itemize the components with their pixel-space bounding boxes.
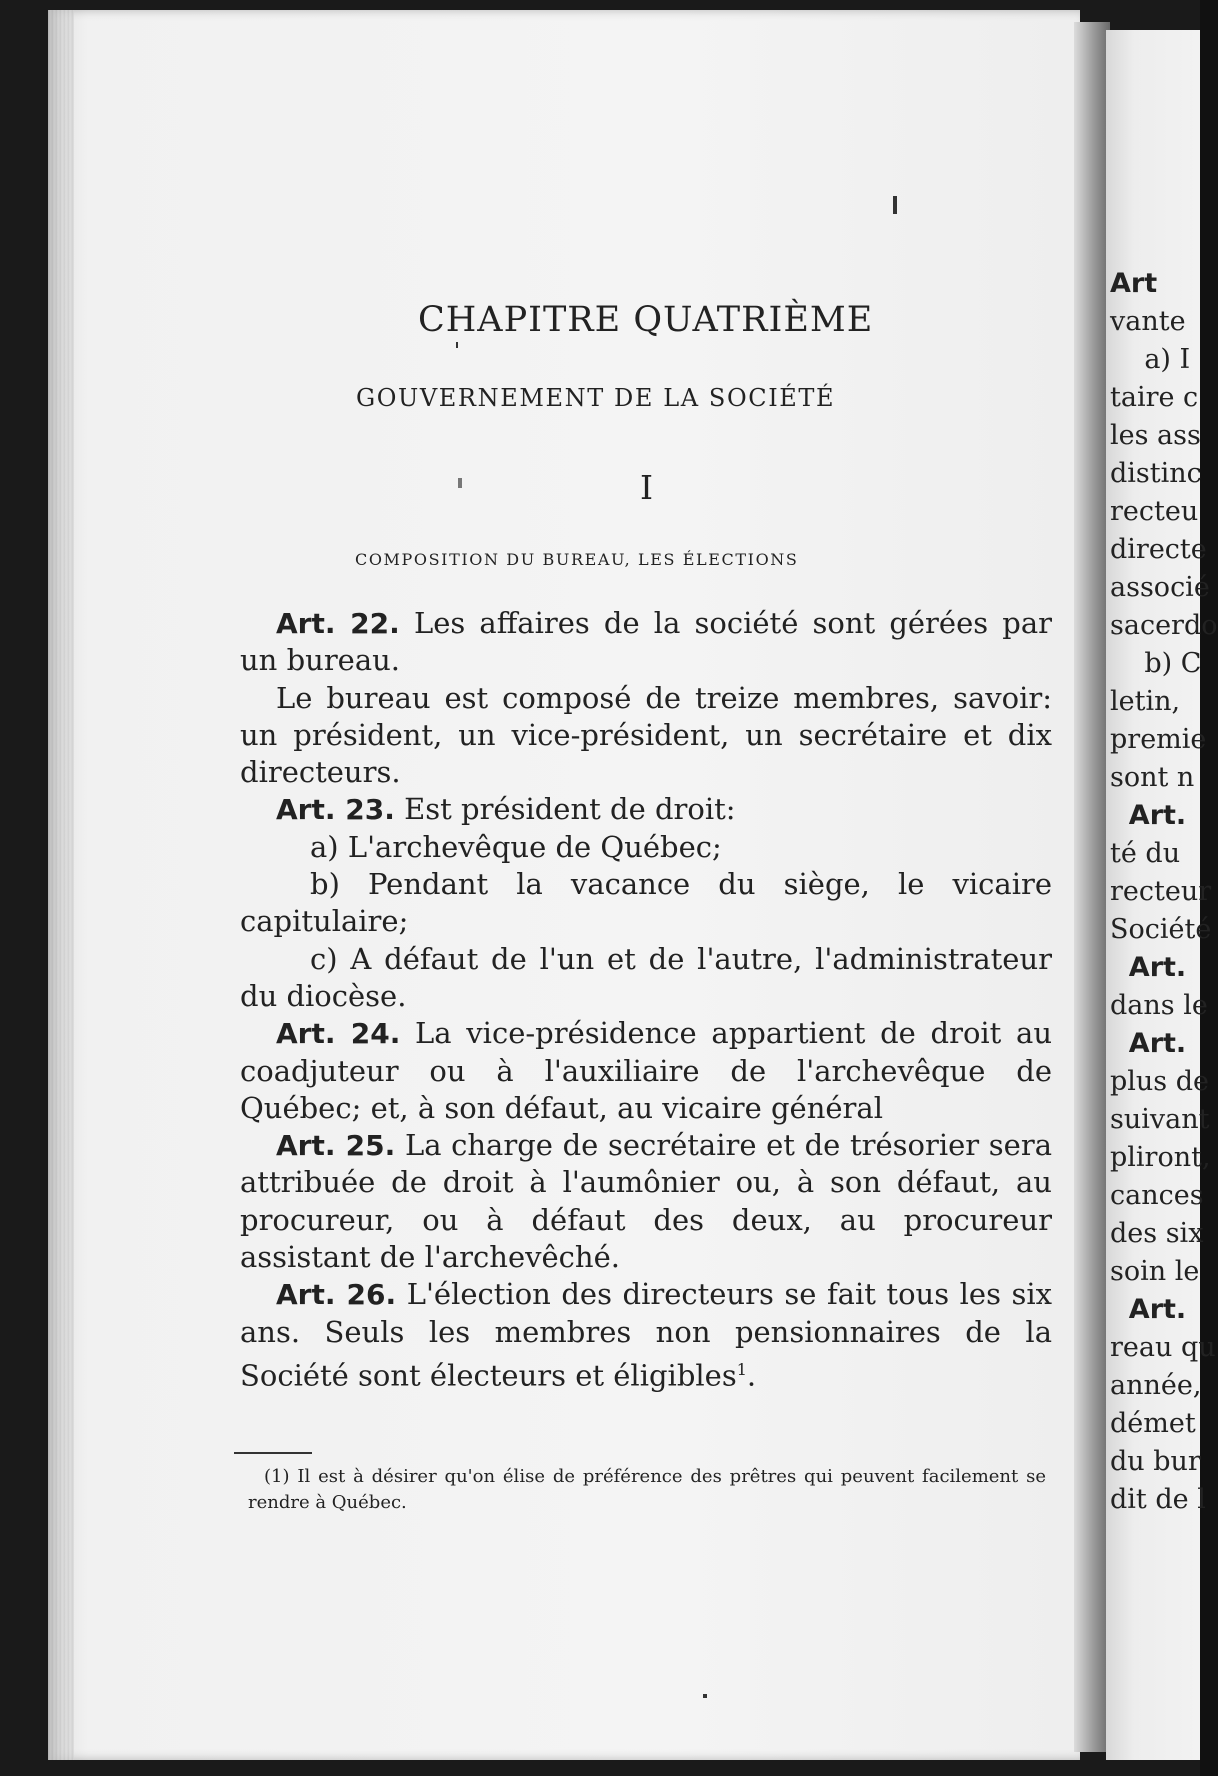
footnote-rule bbox=[234, 1452, 312, 1454]
paragraph-text: Les affaires de la société sont gérées par un bureau. bbox=[240, 606, 1052, 678]
article-label: Art. 26. bbox=[276, 1278, 397, 1312]
right-page-line: distinc bbox=[1110, 458, 1202, 489]
right-page-line: plus de bbox=[1110, 1066, 1210, 1097]
article-label: Art. 25. bbox=[276, 1129, 396, 1163]
right-page-line: premie bbox=[1110, 724, 1207, 755]
right-page-line: recteu bbox=[1110, 496, 1199, 527]
right-page-line: Art. bbox=[1110, 952, 1187, 983]
paragraph bbox=[240, 1127, 1052, 1276]
right-page-line: cances bbox=[1110, 1180, 1204, 1211]
article-label: Art. 22. bbox=[276, 607, 400, 640]
paragraph bbox=[240, 605, 1052, 680]
right-page-line: Société bbox=[1110, 914, 1212, 945]
paragraph-text: c) A défaut de l'un et de l'autre, l'administrateur du diocèse. bbox=[240, 941, 1052, 1013]
article-body bbox=[240, 605, 1052, 1395]
right-page-line: démet bbox=[1110, 1408, 1196, 1439]
book-gutter bbox=[1074, 22, 1110, 1752]
right-page-line: soin le bbox=[1110, 1256, 1200, 1287]
right-page-line: Art. bbox=[1110, 800, 1187, 831]
paragraph bbox=[240, 866, 1052, 941]
right-page-line: taire c bbox=[1110, 382, 1199, 413]
right-page-line: associé bbox=[1110, 572, 1210, 603]
right-page-line: suivant bbox=[1110, 1104, 1210, 1135]
right-page-line: pliront, bbox=[1110, 1142, 1211, 1173]
right-page-line: vante bbox=[1110, 306, 1186, 337]
right-page-line: dans le bbox=[1110, 990, 1208, 1021]
paragraph-text: a) L'archevêque de Québec; bbox=[310, 829, 722, 864]
right-page-line: des six bbox=[1110, 1218, 1204, 1249]
paragraph bbox=[240, 829, 1052, 866]
right-page-line: sont n bbox=[1110, 762, 1195, 793]
paragraph-text: La vice-présidence appartient de droit au coadjuteur ou à l'auxiliaire de l'archevêque de Québec; et, à son défaut, au vicaire général bbox=[240, 1016, 1052, 1125]
article-label: Art. 23. bbox=[276, 793, 395, 827]
right-page-line: du bur bbox=[1110, 1446, 1201, 1477]
paragraph: Art. 26. L'élection des directeurs se fait tous les six ans. Seuls les membres non pensionnaires de la Société sont électeurs et éligibles$^1$. bbox=[240, 1277, 1052, 1393]
footnote: (1) Il est à désirer qu'on élise de préférence des prêtres qui peuvent facilement se rendre à Québec. bbox=[248, 1466, 1046, 1513]
paragraph-text: La charge de secrétaire et de trésorier sera attribuée de droit à l'aumônier ou, à son défaut, au procureur, ou à défaut des deux, au procureur assistant de l'archevêché. bbox=[240, 1128, 1053, 1275]
right-page-line: a) I bbox=[1110, 344, 1191, 375]
paragraph bbox=[240, 1015, 1052, 1127]
chapter-title: CHAPITRE QUATRIÈME bbox=[418, 300, 874, 340]
paragraph-text: b) Pendant la vacance du siège, le vicaire capitulaire; bbox=[240, 867, 1052, 939]
right-page-partial bbox=[1106, 30, 1218, 1760]
ink-speck bbox=[893, 196, 897, 214]
right-page-line: directe bbox=[1110, 534, 1207, 565]
paragraph bbox=[240, 791, 1052, 828]
ink-speck bbox=[456, 342, 458, 348]
part-title: COMPOSITION DU BUREAU, LES ÉLECTIONS bbox=[355, 550, 799, 569]
section-title: GOUVERNEMENT DE LA SOCIÉTÉ bbox=[356, 384, 836, 412]
footnote-reference: 1 bbox=[736, 1359, 747, 1379]
right-page-line: Art. bbox=[1110, 1028, 1187, 1059]
paragraph bbox=[240, 680, 1052, 792]
right-page-line: année, bbox=[1110, 1370, 1202, 1401]
right-page-line: les ass bbox=[1110, 420, 1201, 451]
right-page-line: sacerdo bbox=[1110, 610, 1218, 641]
ink-speck bbox=[458, 478, 462, 488]
right-page-line: Art. bbox=[1110, 1294, 1187, 1325]
paragraph-text: Est président de droit: bbox=[404, 792, 736, 827]
right-page-line: letin, bbox=[1110, 686, 1181, 717]
right-page-line: Art bbox=[1110, 268, 1158, 299]
paragraph-text: L'élection des directeurs se fait tous les six ans. Seuls les membres non pensionnaires de la Société sont électeurs et éligibles bbox=[240, 1277, 1052, 1393]
paragraph-text: Le bureau est composé de treize membres, savoir: un président, un vice-président, un secrétaire et dix directeurs. bbox=[240, 680, 1052, 790]
article-label: Art. 24. bbox=[276, 1017, 401, 1051]
right-page-line: té du bbox=[1110, 838, 1181, 869]
paragraph bbox=[240, 941, 1052, 1016]
right-page-line: dit de l bbox=[1110, 1484, 1206, 1515]
right-page-lines bbox=[1110, 265, 1218, 1519]
ink-speck bbox=[703, 1694, 707, 1698]
part-number: I bbox=[640, 468, 654, 507]
right-page-line: b) C bbox=[1110, 648, 1202, 679]
right-page-line: recteur bbox=[1110, 876, 1212, 907]
right-page-line: reau qu bbox=[1110, 1332, 1216, 1363]
